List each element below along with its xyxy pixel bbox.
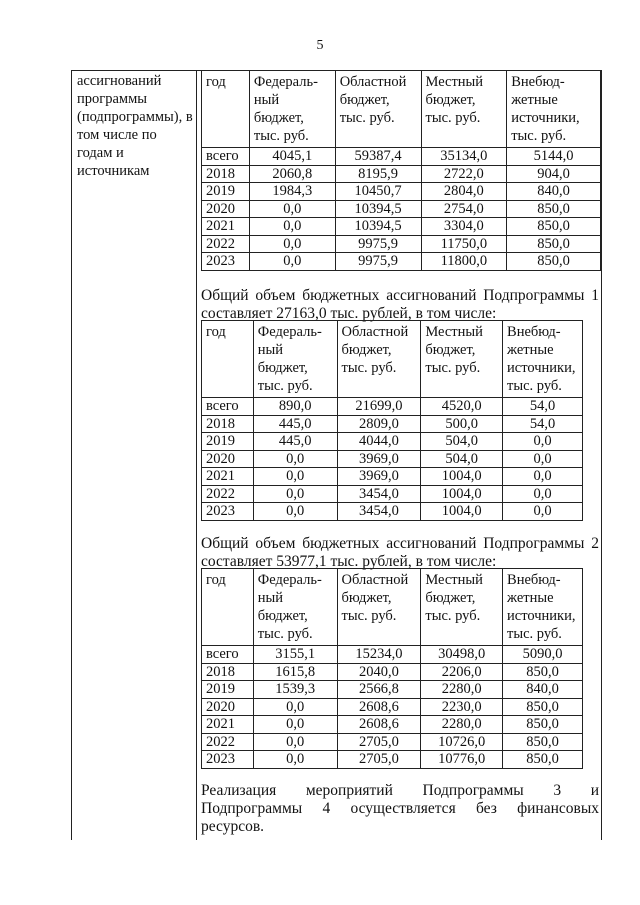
value-cell: 445,0 (253, 415, 337, 433)
frame-left-line (71, 70, 72, 840)
frame-right-line (601, 70, 602, 840)
value-cell: 1004,0 (421, 503, 503, 521)
value-cell: 0,0 (253, 716, 337, 734)
value-cell: 2206,0 (421, 663, 503, 681)
table-row (202, 183, 601, 201)
header-federal: Федераль-ный бюджет, тыс. руб. (253, 569, 337, 646)
value-cell: 2280,0 (421, 681, 503, 699)
row-year-cell: 2019 (202, 681, 254, 699)
paragraph-final: Реализация мероприятий Подпрограммы 3 и Подпрограммы 4 осуществляется без финансовых ресурсов. (201, 782, 599, 835)
value-cell: 4044,0 (337, 433, 421, 451)
header-extra: Внебюд-жетные источники, тыс. руб. (503, 569, 583, 646)
value-cell: 0,0 (503, 450, 583, 468)
value-cell: 904,0 (507, 165, 601, 183)
value-cell: 11750,0 (421, 235, 507, 253)
table-row (202, 468, 583, 486)
table-row (202, 165, 601, 183)
value-cell: 10394,5 (335, 218, 421, 236)
value-cell: 3454,0 (337, 485, 421, 503)
value-cell: 0,0 (249, 218, 335, 236)
row-year-cell: всего (202, 646, 254, 664)
table-row (202, 148, 601, 166)
table-row (202, 235, 601, 253)
table-row (202, 751, 583, 769)
table-row (202, 716, 583, 734)
table-row (202, 450, 583, 468)
value-cell: 504,0 (421, 433, 503, 451)
value-cell: 10450,7 (335, 183, 421, 201)
row-year-cell: 2020 (202, 450, 254, 468)
value-cell: 850,0 (507, 218, 601, 236)
value-cell: 850,0 (507, 235, 601, 253)
value-cell: 5144,0 (507, 148, 601, 166)
value-cell: 0,0 (253, 698, 337, 716)
value-cell: 9975,9 (335, 253, 421, 271)
value-cell: 2040,0 (337, 663, 421, 681)
header-local: Местный бюджет, тыс. руб. (421, 321, 503, 398)
value-cell: 850,0 (503, 663, 583, 681)
table-row (202, 646, 583, 664)
row-year-cell: 2023 (202, 751, 254, 769)
row-year-cell: 2020 (202, 200, 250, 218)
value-cell: 0,0 (253, 503, 337, 521)
value-cell: 54,0 (503, 415, 583, 433)
header-extra: Внебюд-жетные источники, тыс. руб. (507, 71, 601, 148)
row-year-cell: 2019 (202, 433, 254, 451)
value-cell: 5090,0 (503, 646, 583, 664)
header-federal: Федераль-ный бюджет, тыс. руб. (249, 71, 335, 148)
value-cell: 10394,5 (335, 200, 421, 218)
row-year-cell: 2018 (202, 165, 250, 183)
value-cell: 2608,6 (337, 698, 421, 716)
value-cell: 1984,3 (249, 183, 335, 201)
table-row (202, 681, 583, 699)
row-year-cell: 2022 (202, 733, 254, 751)
value-cell: 0,0 (253, 485, 337, 503)
row-year-cell: 2019 (202, 183, 250, 201)
value-cell: 2804,0 (421, 183, 507, 201)
value-cell: 59387,4 (335, 148, 421, 166)
table-row (202, 415, 583, 433)
value-cell: 500,0 (421, 415, 503, 433)
value-cell: 0,0 (503, 503, 583, 521)
value-cell: 840,0 (507, 183, 601, 201)
value-cell: 10776,0 (421, 751, 503, 769)
table-header-row (202, 569, 583, 646)
value-cell: 30498,0 (421, 646, 503, 664)
table-row (202, 253, 601, 271)
header-regional: Областной бюджет, тыс. руб. (335, 71, 421, 148)
value-cell: 850,0 (503, 698, 583, 716)
value-cell: 2809,0 (337, 415, 421, 433)
value-cell: 850,0 (507, 253, 601, 271)
value-cell: 11800,0 (421, 253, 507, 271)
header-year: год (202, 71, 250, 148)
table-row (202, 733, 583, 751)
value-cell: 8195,9 (335, 165, 421, 183)
table-row (202, 218, 601, 236)
value-cell: 890,0 (253, 398, 337, 416)
row-year-cell: 2020 (202, 698, 254, 716)
value-cell: 9975,9 (335, 235, 421, 253)
header-extra: Внебюд-жетные источники, тыс. руб. (503, 321, 583, 398)
value-cell: 15234,0 (337, 646, 421, 664)
value-cell: 1004,0 (421, 485, 503, 503)
value-cell: 0,0 (503, 468, 583, 486)
table-header-row (202, 71, 601, 148)
header-regional: Областной бюджет, тыс. руб. (337, 569, 421, 646)
table-row (202, 503, 583, 521)
row-year-cell: 2022 (202, 235, 250, 253)
table-header-row (202, 321, 583, 398)
value-cell: 0,0 (253, 450, 337, 468)
value-cell: 850,0 (507, 200, 601, 218)
value-cell: 2754,0 (421, 200, 507, 218)
value-cell: 2705,0 (337, 733, 421, 751)
row-year-cell: 2018 (202, 663, 254, 681)
value-cell: 3304,0 (421, 218, 507, 236)
value-cell: 1539,3 (253, 681, 337, 699)
value-cell: 4045,1 (249, 148, 335, 166)
table-row (202, 200, 601, 218)
value-cell: 21699,0 (337, 398, 421, 416)
value-cell: 2060,8 (249, 165, 335, 183)
row-year-cell: всего (202, 148, 250, 166)
value-cell: 3969,0 (337, 468, 421, 486)
paragraph-subprogram-1: Общий объем бюджетных ассигнований Подпрограммы 1 составляет 27163,0 тыс. рублей, в том числе: (201, 287, 599, 322)
row-year-cell: 2022 (202, 485, 254, 503)
value-cell: 504,0 (421, 450, 503, 468)
value-cell: 840,0 (503, 681, 583, 699)
value-cell: 1615,8 (253, 663, 337, 681)
budget-table-subprogram-1 (201, 320, 583, 521)
value-cell: 0,0 (249, 235, 335, 253)
row-year-cell: 2021 (202, 716, 254, 734)
table-row (202, 485, 583, 503)
value-cell: 0,0 (253, 468, 337, 486)
value-cell: 850,0 (503, 751, 583, 769)
header-local: Местный бюджет, тыс. руб. (421, 71, 507, 148)
header-year: год (202, 321, 254, 398)
value-cell: 2230,0 (421, 698, 503, 716)
value-cell: 3155,1 (253, 646, 337, 664)
header-regional: Областной бюджет, тыс. руб. (337, 321, 421, 398)
value-cell: 10726,0 (421, 733, 503, 751)
value-cell: 2705,0 (337, 751, 421, 769)
table-row (202, 398, 583, 416)
table-row (202, 433, 583, 451)
value-cell: 0,0 (249, 253, 335, 271)
value-cell: 54,0 (503, 398, 583, 416)
value-cell: 2722,0 (421, 165, 507, 183)
value-cell: 0,0 (253, 751, 337, 769)
header-federal: Федераль-ный бюджет, тыс. руб. (253, 321, 337, 398)
left-label: ассигнований программы (подпрограммы), в том числе по годам и источникам (77, 73, 193, 179)
table-row (202, 698, 583, 716)
value-cell: 0,0 (249, 200, 335, 218)
paragraph-subprogram-2: Общий объем бюджетных ассигнований Подпрограммы 2 составляет 53977,1 тыс. рублей, в том числе: (201, 535, 599, 570)
value-cell: 4520,0 (421, 398, 503, 416)
header-year: год (202, 569, 254, 646)
value-cell: 0,0 (253, 733, 337, 751)
value-cell: 2280,0 (421, 716, 503, 734)
header-local: Местный бюджет, тыс. руб. (421, 569, 503, 646)
value-cell: 850,0 (503, 733, 583, 751)
row-year-cell: всего (202, 398, 254, 416)
value-cell: 0,0 (503, 433, 583, 451)
budget-table-total (201, 70, 601, 271)
value-cell: 3969,0 (337, 450, 421, 468)
value-cell: 2566,8 (337, 681, 421, 699)
frame-divider-line (196, 70, 197, 840)
row-year-cell: 2018 (202, 415, 254, 433)
row-year-cell: 2023 (202, 503, 254, 521)
table-row (202, 663, 583, 681)
value-cell: 1004,0 (421, 468, 503, 486)
value-cell: 0,0 (503, 485, 583, 503)
value-cell: 445,0 (253, 433, 337, 451)
value-cell: 3454,0 (337, 503, 421, 521)
page-number: 5 (316, 38, 324, 53)
value-cell: 2608,6 (337, 716, 421, 734)
value-cell: 35134,0 (421, 148, 507, 166)
value-cell: 850,0 (503, 716, 583, 734)
row-year-cell: 2021 (202, 218, 250, 236)
row-year-cell: 2023 (202, 253, 250, 271)
budget-table-subprogram-2 (201, 568, 583, 769)
row-year-cell: 2021 (202, 468, 254, 486)
